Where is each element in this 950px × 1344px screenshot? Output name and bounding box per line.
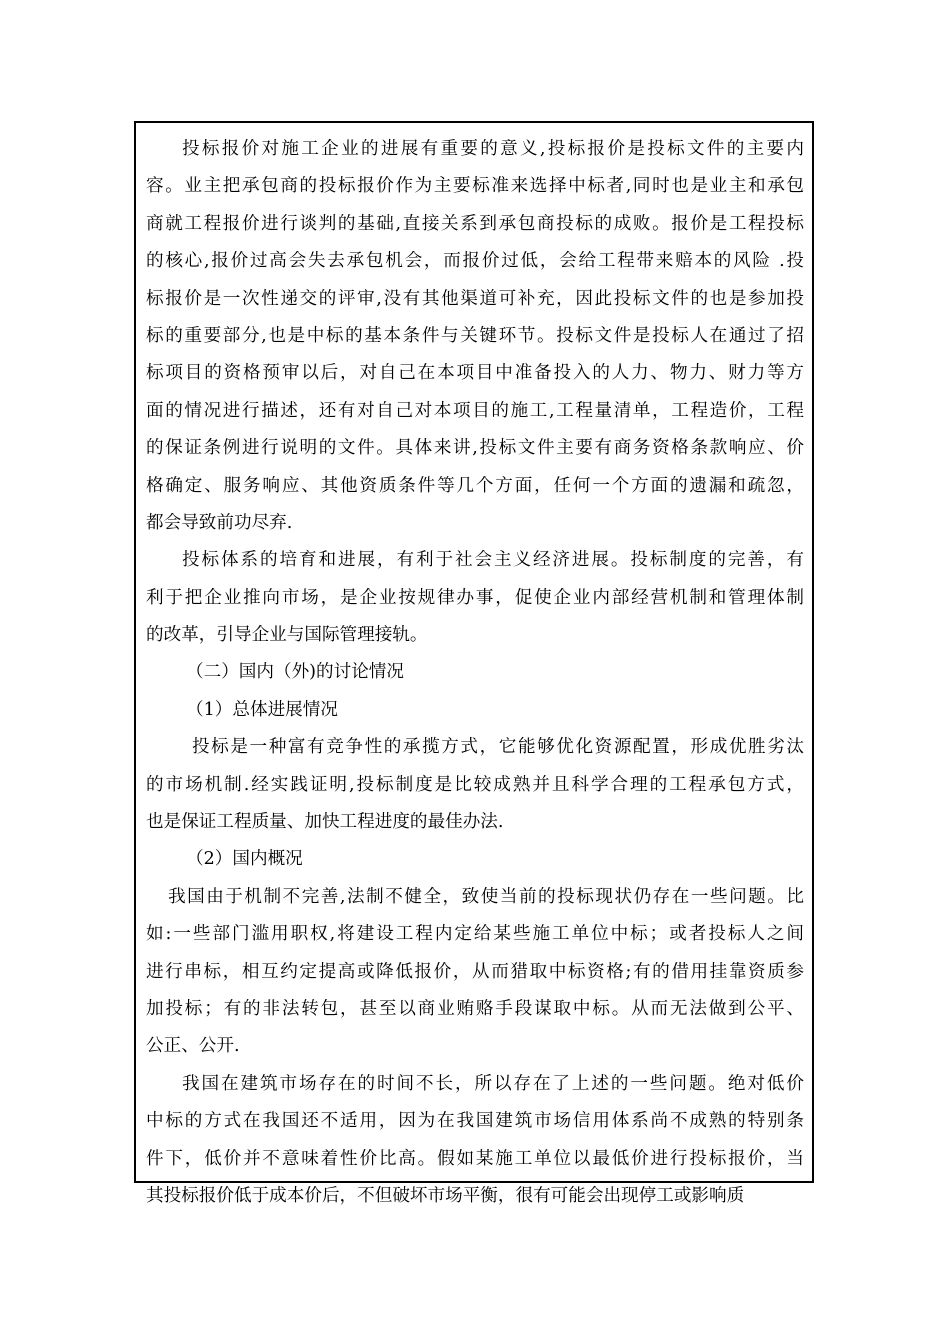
- text-line: 也是保证工程质量、加快工程进度的最佳办法.: [146, 812, 504, 833]
- document-frame: [134, 121, 814, 1206]
- text-line: 进行串标，相互约定提高或降低报价，从而猎取中标资格;有的借用挂靠资质参: [146, 961, 804, 982]
- text-line: 公正、公开.: [146, 1036, 240, 1057]
- text-line: 的改革，引导企业与国际管理接轨。: [146, 625, 428, 646]
- text-line: （2）国内概况: [186, 849, 303, 870]
- text-line: 我国由于机制不完善,法制不健全，致使当前的投标现状仍存在一些问题。比: [168, 886, 804, 907]
- paragraph: [146, 542, 804, 654]
- text-line: 如:一些部门滥用职权,将建设工程内定给某些施工单位中标；或者投标人之间: [146, 924, 804, 945]
- text-line: 利于把企业推向市场，是企业按规律办事，促使企业内部经营机制和管理体制: [146, 587, 804, 608]
- paragraph: [146, 879, 804, 1066]
- text-line: 件下，低价并不意味着性价比高。假如某施工单位以最低价进行投标报价，当: [146, 1148, 804, 1169]
- paragraph: [146, 1066, 804, 1216]
- text-line: 格确定、服务响应、其他资质条件等几个方面，任何一个方面的遗漏和疏忽，: [146, 475, 804, 496]
- text-line: 投标体系的培育和进展，有利于社会主义经济进展。投标制度的完善，有: [182, 550, 804, 571]
- text-line: 的市场机制.经实践证明,投标制度是比较成熟并且科学合理的工程承包方式，: [146, 774, 804, 795]
- text-line: 面的情况进行描述，还有对自己对本项目的施工,工程量清单，工程造价，工程: [146, 400, 804, 421]
- text-line: 其投标报价低于成本价后，不但破坏市场平衡，很有可能会出现停工或影响质: [146, 1185, 745, 1206]
- text-line: 容。业主把承包商的投标报价作为主要标准来选择中标者,同时也是业主和承包: [146, 176, 804, 197]
- text-line: （二）国内（外)的讨论情况: [186, 662, 404, 683]
- document-body: [146, 131, 804, 1215]
- text-line: 商就工程报价进行谈判的基础,直接关系到承包商投标的成败。报价是工程投标: [146, 213, 804, 234]
- text-line: 中标的方式在我国还不适用，因为在我国建筑市场信用体系尚不成熟的特别条: [146, 1111, 804, 1132]
- text-line: 标的重要部分,也是中标的基本条件与关键环节。投标文件是投标人在通过了招: [146, 325, 804, 346]
- paragraph: [146, 692, 804, 729]
- text-line: 投标报价对施工企业的进展有重要的意义,投标报价是投标文件的主要内: [182, 139, 804, 159]
- text-line: 标项目的资格预审以后，对自己在本项目中准备投入的人力、物力、财力等方: [146, 363, 804, 384]
- paragraph: [146, 841, 804, 878]
- paragraph: [146, 729, 804, 841]
- text-line: （1）总体进展情况: [186, 699, 338, 720]
- text-line: 的核心,报价过高会失去承包机会，而报价过低，会给工程带来赔本的风险 .投: [146, 251, 804, 272]
- text-line: 标报价是一次性递交的评审,没有其他渠道可补充，因此投标文件的也是参加投: [146, 288, 804, 309]
- text-line: 的保证条例进行说明的文件。具体来讲,投标文件主要有商务资格条款响应、价: [146, 438, 804, 459]
- text-line: 加投标；有的非法转包，甚至以商业贿赂手段谋取中标。从而无法做到公平、: [146, 998, 804, 1019]
- text-line: 都会导致前功尽弃.: [146, 512, 293, 533]
- text-line: 我国在建筑市场存在的时间不长，所以存在了上述的一些问题。绝对低价: [182, 1073, 804, 1094]
- paragraph: [146, 131, 804, 542]
- paragraph: [146, 654, 804, 691]
- text-line: 投标是一种富有竞争性的承揽方式，它能够优化资源配置，形成优胜劣汰: [192, 737, 804, 758]
